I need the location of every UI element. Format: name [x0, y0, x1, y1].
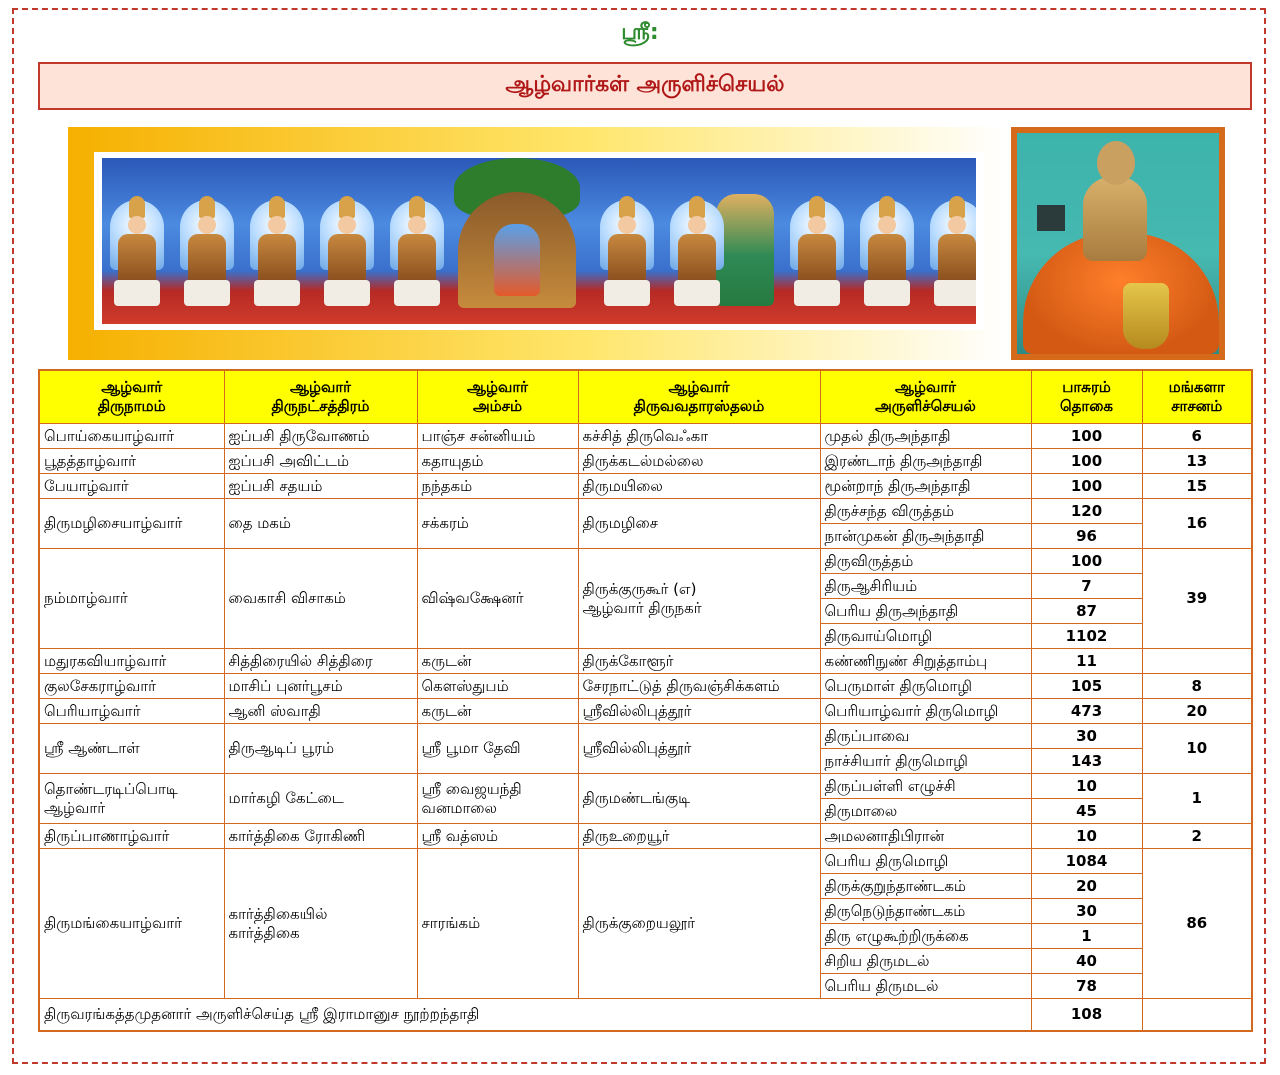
star-cell [224, 499, 417, 549]
work-title-cell: அமலனாதிபிரான் [820, 824, 1031, 849]
ramanuja-image [1017, 133, 1219, 354]
column-header [1142, 370, 1252, 424]
pasuram-count-cell: 78 [1031, 974, 1142, 999]
column-header-line: அம்சம் [472, 397, 523, 415]
amsam-cell [417, 724, 578, 774]
work-title-cell: மூன்றாந் திருஅந்தாதி [820, 474, 1031, 499]
work-title-cell: பெருமாள் திருமொழி [820, 674, 1031, 699]
mangalasasanam-cell: 6 [1142, 424, 1252, 449]
alwar-name-cell [39, 499, 224, 549]
amsam-cell-line: கருடன் [421, 701, 472, 720]
table-row [39, 849, 1252, 874]
amsam-cell [417, 474, 578, 499]
footer-text-cell: திருவரங்கத்தமுதனார் அருளிச்செய்த ஸ்ரீ இராமானுச நூற்றந்தாதி [39, 999, 1031, 1032]
work-title-cell: திருவிருத்தம் [820, 549, 1031, 574]
amsam-cell [417, 449, 578, 474]
alwar-name-cell [39, 649, 224, 674]
alwar-name-cell [39, 824, 224, 849]
column-header-line: தொகை [1059, 397, 1114, 415]
pasuram-count-cell: 120 [1031, 499, 1142, 524]
birthplace-cell [578, 474, 820, 499]
birthplace-cell-line: திருஉறையூர் [582, 826, 670, 845]
alwar-name-cell [39, 674, 224, 699]
ramanuja-photo [1011, 127, 1225, 360]
amsam-cell [417, 824, 578, 849]
birthplace-cell-line: ஸ்ரீவில்லிபுத்தூர் [582, 739, 692, 757]
alwar-name-cell-line: குலசேகராழ்வார் [44, 676, 156, 695]
star-cell-line: வைகாசி விசாகம் [228, 589, 346, 607]
pasuram-count-cell: 143 [1031, 749, 1142, 774]
birthplace-cell [578, 849, 820, 999]
mangalasasanam-cell: 2 [1142, 824, 1252, 849]
alwar-figure [248, 196, 306, 308]
amsam-cell-line: கௌஸ்துபம் [421, 676, 509, 695]
book-stand-figure [1037, 205, 1065, 231]
amsam-cell [417, 699, 578, 724]
column-header [417, 370, 578, 424]
column-header [820, 370, 1031, 424]
star-cell [224, 774, 417, 824]
work-title-cell: திருவாய்மொழி [820, 624, 1031, 649]
birthplace-cell-line: திருக்கடல்மல்லை [582, 451, 704, 470]
star-cell [224, 449, 417, 474]
column-header [1031, 370, 1142, 424]
mangalasasanam-cell: 10 [1142, 724, 1252, 774]
alwar-name-cell [39, 474, 224, 499]
saint-head-figure [1097, 141, 1135, 185]
amsam-cell-line: வனமாலை [421, 798, 497, 817]
star-cell-line: மாசிப் புனர்பூசம் [228, 676, 343, 695]
work-title-cell: திருமாலை [820, 799, 1031, 824]
column-header-line: சாசனம் [1171, 397, 1223, 415]
footer-empty-cell [1142, 999, 1252, 1032]
footer-row [39, 999, 1252, 1032]
alwar-name-cell [39, 774, 224, 824]
table-row [39, 549, 1252, 574]
work-title-cell: சிறிய திருமடல் [820, 949, 1031, 974]
birthplace-cell [578, 774, 820, 824]
alwar-name-cell [39, 449, 224, 474]
column-header-line: ஆழ்வார் [894, 378, 957, 396]
birthplace-cell [578, 649, 820, 674]
star-cell [224, 424, 417, 449]
star-cell-line: ஆனி ஸ்வாதி [228, 701, 321, 720]
pasuram-count-cell: 7 [1031, 574, 1142, 599]
birthplace-cell-line: திருக்குருகூர் (எ) [582, 579, 697, 598]
amsam-cell-line: நந்தகம் [421, 476, 473, 495]
column-header [39, 370, 224, 424]
alwar-name-cell-line: பேயாழ்வார் [44, 476, 129, 495]
amsam-cell-line: கருடன் [421, 651, 472, 670]
work-title-cell: இரண்டாந் திருஅந்தாதி [820, 449, 1031, 474]
column-header-line: திருவவதாரஸ்தலம் [633, 397, 765, 415]
work-title-cell: திரு எழுகூற்றிருக்கை [820, 924, 1031, 949]
pasuram-count-cell: 40 [1031, 949, 1142, 974]
birthplace-cell [578, 449, 820, 474]
alwar-figure [788, 196, 846, 308]
amsam-cell-line: ஸ்ரீ வத்ஸம் [421, 826, 499, 845]
mangalasasanam-cell: 15 [1142, 474, 1252, 499]
amsam-cell-line: சக்கரம் [421, 514, 469, 532]
pasuram-count-cell: 100 [1031, 449, 1142, 474]
alwar-figure [858, 196, 916, 308]
table-row [39, 674, 1252, 699]
amsam-cell [417, 549, 578, 649]
pasuram-count-cell: 30 [1031, 899, 1142, 924]
alwar-works-table [38, 369, 1253, 1032]
pasuram-count-cell: 100 [1031, 549, 1142, 574]
pasuram-count-cell: 100 [1031, 474, 1142, 499]
star-cell-line: தை மகம் [228, 514, 291, 532]
mangalasasanam-cell: 1 [1142, 774, 1252, 824]
table-row [39, 774, 1252, 799]
amsam-cell-line: ஸ்ரீ வைஜயந்தி [421, 779, 522, 798]
alwar-name-cell-line: பெரியாழ்வார் [44, 701, 141, 720]
birthplace-cell [578, 424, 820, 449]
column-header-line: ஆழ்வார் [668, 378, 730, 396]
table-row [39, 824, 1252, 849]
alwar-name-cell [39, 424, 224, 449]
alwars-banner [68, 127, 1008, 360]
pasuram-count-cell: 1084 [1031, 849, 1142, 874]
amsam-cell-line: பாஞ்ச சன்னியம் [421, 426, 536, 445]
table-row [39, 499, 1252, 524]
alwar-name-cell [39, 549, 224, 649]
star-cell [224, 699, 417, 724]
mangalasasanam-cell: 86 [1142, 849, 1252, 999]
birthplace-cell-line: ஸ்ரீவில்லிபுத்தூர் [582, 701, 692, 720]
star-cell-line: ஐப்பசி திருவோணம் [228, 426, 370, 445]
pasuram-count-cell: 1102 [1031, 624, 1142, 649]
birthplace-cell-line: ஆழ்வார் திருநகர் [582, 598, 702, 617]
column-header [224, 370, 417, 424]
alwar-name-cell-line: நம்மாழ்வார் [44, 589, 128, 607]
amsam-cell-line: கதாயுதம் [421, 451, 484, 470]
amsam-cell-line: விஷ்வக்ஷேனர் [421, 589, 524, 607]
alwar-name-cell [39, 849, 224, 999]
table-row [39, 474, 1252, 499]
work-title-cell: திருப்பாவை [820, 724, 1031, 749]
alwar-name-cell-line: தொண்டரடிப்பொடி [44, 779, 178, 798]
title-box [38, 62, 1252, 110]
table-body [39, 424, 1252, 1032]
star-cell [224, 674, 417, 699]
column-header-line: ஆழ்வார் [466, 378, 529, 396]
birthplace-cell [578, 699, 820, 724]
pasuram-count-cell: 30 [1031, 724, 1142, 749]
birthplace-cell-line: திருக்கோளூர் [582, 651, 674, 670]
star-cell [224, 824, 417, 849]
work-title-cell: பெரிய திருமொழி [820, 849, 1031, 874]
star-cell-line: கார்த்திகை [228, 923, 300, 942]
alwar-name-cell-line: ஸ்ரீ ஆண்டாள் [44, 739, 140, 757]
star-cell-line: ஐப்பசி அவிட்டம் [228, 451, 350, 470]
alwar-name-cell-line: திருப்பாணாழ்வார் [44, 826, 170, 845]
work-title-cell: திருநெடுந்தாண்டகம் [820, 899, 1031, 924]
table-row [39, 424, 1252, 449]
sri-heading: ஸ்ரீ: [621, 20, 659, 45]
birthplace-cell [578, 824, 820, 849]
birthplace-cell-line: சேரநாட்டுத் திருவஞ்சிக்களம் [582, 676, 780, 695]
star-cell-line: மார்கழி கேட்டை [228, 789, 344, 807]
mangalasasanam-cell: 8 [1142, 674, 1252, 699]
work-title-cell: திருப்பள்ளி எழுச்சி [820, 774, 1031, 799]
star-cell-line: சித்திரையில் சித்திரை [228, 651, 373, 670]
amsam-cell [417, 849, 578, 999]
column-header-line: திருநாமம் [97, 397, 166, 415]
star-cell [224, 724, 417, 774]
pasuram-count-cell: 11 [1031, 649, 1142, 674]
table-row [39, 724, 1252, 749]
pasuram-count-cell: 20 [1031, 874, 1142, 899]
alwar-figure [928, 196, 976, 308]
nammalwar-figure [494, 224, 540, 296]
alwar-figure [178, 196, 236, 308]
star-cell [224, 474, 417, 499]
column-header-line: பாசுரம் [1062, 378, 1111, 396]
table-row [39, 449, 1252, 474]
star-cell [224, 649, 417, 674]
pasuram-count-cell: 100 [1031, 424, 1142, 449]
work-title-cell: முதல் திருஅந்தாதி [820, 424, 1031, 449]
star-cell [224, 549, 417, 649]
work-title-cell: பெரிய திருமடல் [820, 974, 1031, 999]
amsam-cell [417, 424, 578, 449]
alwar-name-cell [39, 724, 224, 774]
banner-frame [94, 152, 984, 330]
mangalasasanam-cell: 13 [1142, 449, 1252, 474]
alwar-name-cell-line: பூதத்தாழ்வார் [44, 451, 136, 470]
birthplace-cell [578, 724, 820, 774]
mangalasasanam-cell: 16 [1142, 499, 1252, 549]
column-header-line: அருளிச்செயல் [875, 397, 976, 415]
alwar-figure [108, 196, 166, 308]
alwar-figure [668, 196, 726, 308]
work-title-cell: கண்ணிநுண் சிறுத்தாம்பு [820, 649, 1031, 674]
star-cell-line: ஐப்பசி சதயம் [228, 476, 323, 495]
birthplace-cell-line: திருமழிசை [582, 514, 659, 532]
pasuram-count-cell: 105 [1031, 674, 1142, 699]
pasuram-count-cell: 45 [1031, 799, 1142, 824]
amsam-cell [417, 774, 578, 824]
work-title-cell: பெரிய திருஅந்தாதி [820, 599, 1031, 624]
birthplace-cell-line: திருக்குறையலூர் [582, 914, 695, 932]
star-cell-line: கார்த்திகையில் [228, 904, 328, 923]
birthplace-cell [578, 674, 820, 699]
page-title: ஆழ்வார்கள் அருளிச்செயல் [505, 72, 785, 97]
footer-count-cell: 108 [1031, 999, 1142, 1032]
column-header-line: ஆழ்வார் [289, 378, 352, 396]
alwar-name-cell-line: மதுரகவியாழ்வார் [44, 651, 167, 670]
birthplace-cell-line: திருமண்டங்குடி [582, 789, 691, 807]
work-title-cell: நாச்சியார் திருமொழி [820, 749, 1031, 774]
amsam-cell [417, 674, 578, 699]
pasuram-count-cell: 10 [1031, 774, 1142, 799]
birthplace-cell-line: திருமயிலை [582, 476, 663, 495]
pasuram-count-cell: 96 [1031, 524, 1142, 549]
star-cell-line: கார்த்திகை ரோகிணி [228, 826, 366, 845]
birthplace-cell-line: கச்சித் திருவெஃகா [582, 426, 709, 445]
star-cell-line: திருஆடிப் பூரம் [228, 739, 335, 757]
column-header-line: ஆழ்வார் [101, 378, 163, 396]
alwar-name-cell-line: திருமங்கையாழ்வார் [44, 914, 182, 932]
alwar-figure [598, 196, 656, 308]
amsam-cell [417, 649, 578, 674]
work-title-cell: திருஆசிரியம் [820, 574, 1031, 599]
amsam-cell-line: சாரங்கம் [421, 914, 481, 932]
mangalasasanam-cell: 20 [1142, 699, 1252, 724]
amsam-cell-line: ஸ்ரீ பூமா தேவி [421, 739, 521, 757]
alwar-name-cell [39, 699, 224, 724]
star-cell [224, 849, 417, 999]
work-title-cell: திருச்சந்த விருத்தம் [820, 499, 1031, 524]
alwar-name-cell-line: ஆழ்வார் [44, 798, 106, 817]
work-title-cell: பெரியாழ்வார் திருமொழி [820, 699, 1031, 724]
column-header-line: மங்களா [1168, 378, 1225, 396]
mangalasasanam-cell: 39 [1142, 549, 1252, 649]
alwar-figure [388, 196, 446, 308]
birthplace-cell [578, 499, 820, 549]
table-header-row [39, 370, 1252, 424]
birthplace-cell [578, 549, 820, 649]
amsam-cell [417, 499, 578, 549]
pasuram-count-cell: 1 [1031, 924, 1142, 949]
work-title-cell: திருக்குறுந்தாண்டகம் [820, 874, 1031, 899]
table-row [39, 699, 1252, 724]
saint-torso-figure [1083, 177, 1147, 261]
table-row [39, 649, 1252, 674]
alwar-figure [318, 196, 376, 308]
column-header-line: திருநட்சத்திரம் [271, 397, 370, 415]
alwar-name-cell-line: திருமழிசையாழ்வார் [44, 514, 183, 532]
alwars-mural-image [102, 158, 976, 324]
alwar-name-cell-line: பொய்கையாழ்வார் [44, 426, 175, 445]
pasuram-count-cell: 10 [1031, 824, 1142, 849]
pasuram-count-cell: 87 [1031, 599, 1142, 624]
column-header [578, 370, 820, 424]
pasuram-count-cell: 473 [1031, 699, 1142, 724]
work-title-cell: நான்முகன் திருஅந்தாதி [820, 524, 1031, 549]
mangalasasanam-cell [1142, 649, 1252, 674]
brass-lamp-figure [1123, 283, 1169, 349]
